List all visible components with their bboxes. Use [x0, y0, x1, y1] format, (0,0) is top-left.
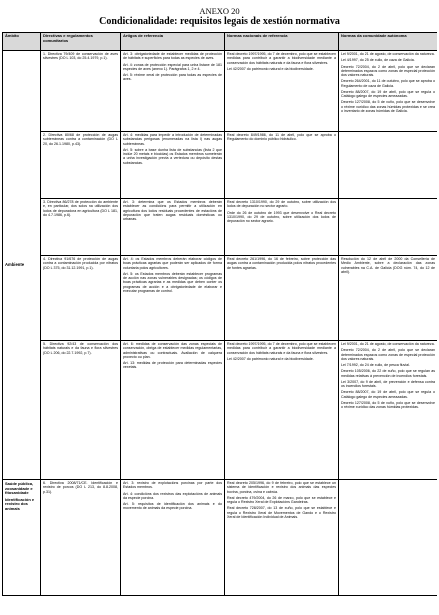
column-header: Âmbito [3, 33, 41, 51]
regional-norms-cell [339, 132, 438, 199]
directive-cell [41, 341, 121, 480]
requirements-table-wrapper [2, 32, 437, 613]
directive-text: 2. Directiva 80/68 de protección de augas subterráneas contra a contaminación (DO L 20, do 26.1.1980, p.43). [43, 133, 118, 146]
article-text: Art. 5: sobre a base dunha lista de substancias (lista 2 que inclúe 20 metais e biocidas) os Estados membros someterán a unha investigación previa a vertedura ou depósito destas substancias. [123, 147, 222, 165]
articles-cell [121, 341, 225, 480]
regional-norm-text: Decreto 88/2007, do 19 de abril, polo que se regula o Catálogo galego de especies ameazadas. [341, 390, 435, 399]
directive-cell [41, 199, 121, 256]
table-row [3, 256, 438, 341]
article-text: Art. 3: obrigatoriedade de establecer medidas de protección de hábitats e superficies para todas as especies de aves. [123, 52, 222, 61]
regional-norm-text: Decreto 105/2006, do 22 de xuño, polo que se regulan as medidas relativas á prevención de incendios forestais. [341, 369, 435, 378]
national-norms-cell [225, 51, 339, 132]
national-norm-text: Real decreto 479/2004, do 26 de marzo, polo que se establece e regula o Rexistro Xeral de Explotacións Gandeiras. [227, 495, 336, 504]
ambito-cell: Ambiente [3, 51, 41, 480]
article-text: Art. 13: medidas de protección para determinadas especies vexetais. [123, 361, 222, 370]
table-row [3, 199, 438, 256]
regional-norm-text: Lei 7/1992, do 24 de xullo, de pesca fluvial. [341, 363, 410, 367]
article-text: Art. 5: requisitos de identificación dos animais e do movemento de animais da especie porcina. [123, 502, 222, 511]
article-text: Art. 3: rexistro de explotacións porcinas por parte dos Estados membros. [123, 481, 222, 490]
regional-norms-cell [339, 480, 438, 596]
articles-cell [121, 480, 225, 596]
directive-text: 5. Directiva 92/43 de conservación dos hábitats naturais e da fauna e flora silvestres (DO L 206, do 22.7.1992, p.7). [43, 342, 118, 355]
article-text: Art. 4: os Estados membros deberán elaborar códigos de boas prácticas agrarias que poderán ser aplicados de forma voluntaria polos agricultores. [123, 257, 222, 270]
national-norm-text: Real decreto 205/1996, do 9 de febreiro, polo que se establece un sistema de identificación e rexistro dos animais das especies bovina, porcina, ovina e cabrúa. [227, 481, 336, 494]
directive-cell [41, 132, 121, 199]
national-norm-text: Real decreto 1997/1995, do 7 de decembro, polo que se establecen medidas para contribuír a garantir a biodiversidade mediante a conservación dos hábitats naturais e da fauna e flora silvestres. [227, 52, 336, 65]
national-norms-cell [225, 480, 339, 596]
column-header: Artigos de referencia [121, 33, 225, 51]
ambito-text: Saúde pública, zoosanidade e fitosanidade [5, 481, 34, 496]
ambito-text: Identificación e rexistro dos animais [5, 496, 35, 511]
regional-norms-cell [339, 51, 438, 132]
national-norm-text: Real decreto 728/2007, do 13 de xuño, polo que se establece e regula o Rexistro Xeral de Movementos de Gando e o Rexistro Xeral de Identificación Individual de Animais. [227, 506, 336, 519]
national-norms-cell [225, 199, 339, 256]
regional-norm-text: Lei 3/2007, do 9 de abril, de prevención e defensa contra os incendios forestais. [341, 379, 435, 388]
regional-norm-text: Decreto 72/2004, do 2 de abril, polo que se declaran determinados espazos como zonas de especial protección dos valores naturais. [341, 348, 435, 361]
column-header: Directivas e regulamentos comunitarios [41, 33, 121, 51]
regional-norms-cell [339, 256, 438, 341]
national-norms-cell [225, 132, 339, 199]
national-norm-text: Real decreto 1997/1995, do 7 de decembro, polo que se establecen medidas para contribuír a garantir a biodiversidade mediante a conservación dos hábitats naturais e da fauna e flora silvestres. [227, 342, 336, 355]
article-text: Art. 4: condicións dos rexistros das explotacións de animais da especie porcina. [123, 491, 222, 500]
regional-norms-cell [339, 341, 438, 480]
table-header-row [3, 33, 438, 51]
regional-norm-text: Decreto 72/2004, do 2 de abril, polo que se declaran determinados espazos como zonas de especial protección dos valores naturais. [341, 64, 435, 77]
table-row [3, 341, 438, 480]
regional-norm-text: Decreto 264/2001, do 11 de outubro, polo que se aproba o Regulamento de caza de Galicia. [341, 79, 435, 88]
table-row [3, 480, 438, 596]
regional-norm-text: Decreto 127/2008, do 5 de xuño, polo que se desenvolve o réxime xurídico das zonas húmidas protexidas e se crea o inventario de zonas húmidas de Galicia. [341, 100, 435, 113]
directive-text: 6. Directiva 2008/71/CE. Identificación e rexistro de porcos (DO L 213, do 8.8.2008, p.31). [43, 481, 118, 494]
national-norm-text: Lei 42/2007 do patrimonio natural e da biodiversidade. [227, 66, 314, 71]
directive-text: 4. Directiva 91/676 de protección de augas contra a contaminación producida por nitratos (DO L 375, do 31.12.1991, p.1). [43, 257, 118, 270]
table-row [3, 51, 438, 132]
national-norm-text: Lei 42/2007 do patrimonio natural e da biodiversidade. [227, 356, 314, 361]
regional-norm-text: Lei 9/2001, do 21 de agosto, de conservación da natureza. [341, 52, 435, 56]
regional-norm-text: Lei 4/1997, do 25 de xullo, de caza de Galicia. [341, 58, 415, 63]
national-norm-text: Real decreto 849/1986, do 11 de abril, polo que se aproba o Regulamento do dominio público hidráulico. [227, 133, 336, 142]
article-text: Art. 5: réxime xeral de protección para todas as especies de aves. [123, 73, 222, 82]
regional-norm-text: Decreto 88/2007, do 19 de abril, polo que se regula o Catálogo galego de especies ameazadas. [341, 89, 435, 98]
articles-cell [121, 199, 225, 256]
column-header: Normas da comunidade autónoma [339, 33, 438, 51]
directive-cell [41, 256, 121, 341]
national-norms-cell [225, 341, 339, 480]
annex-label: ANEXO 20 [199, 6, 240, 16]
table-row [3, 132, 438, 199]
regional-norm-text: Lei 9/2001, do 21 de agosto, de conservación da natureza. [341, 342, 435, 346]
directive-cell [41, 480, 121, 596]
national-norm-text: Real decreto 261/1996, do 16 de febreiro, sobre protección das augas contra a contaminación producida polos nitratos procedentes de fontes agrarias. [227, 257, 336, 270]
regional-norm-text: Resolución do 12 de abril de 2000 da Consellería de Medio Ambiente, sobre a declaración das zonas vulnerables na C.A. de Galicia (DOG núm. 74, do 12 de abril). [341, 257, 435, 274]
article-text: Art. 6: medidas de conservación das zonas especiais de conservación, obriga de establecer medidas regulamentarias, administrativas ou contractuais. Avaliación de calquera proxecto ou plan. [123, 342, 222, 359]
article-text: Art. 4: medidas para impedir a introdución de determinadas substancias perigosas (enumeradas na lista I) nas augas subterráneas. [123, 133, 222, 146]
national-norm-text: Orde do 26 de outubro de 1993 que desenvolve o Real decreto 1310/1990, do 29 de outubro, sobre utilización dos lodos de depuración no sector agrario. [227, 210, 336, 223]
articles-cell [121, 132, 225, 199]
directive-text: 1. Directiva 79/409 de conservación de aves silvestres (DO L 103, do 25.4.1979, p.1). [43, 52, 118, 61]
column-header: Normas nacionais de referencia [225, 33, 339, 51]
national-norms-cell [225, 256, 339, 341]
articles-cell [121, 256, 225, 341]
ambito-cell [3, 480, 41, 596]
regional-norm-text: Decreto 127/2008, do 5 de xuño, polo que se desenvolve o réxime xurídico das zonas húmidas protexidas. [341, 400, 435, 409]
article-text: Art. 5: os Estados membros deberán establecer programas de acción nas zonas vulnerables designadas; os códigos de boas prácticas agrarias e as medidas que deben conter os programas de acción e a obrigatoriedade de elaborar e executar programas de control. [123, 271, 222, 293]
national-norm-text: Real decreto 1310/1990, do 29 de outubro, sobre utilización dos lodos de depuración no sector agrario. [227, 200, 336, 209]
page-title: Condicionalidade: requisitos legais de xestión normativa [99, 16, 340, 27]
article-text: Art. 3: determina que os Estados membros deberán establecer as condicións para permitir a utilización en agricultura dos lodos residuais procedentes de estacións de depuración que traten augas residuais domésticas ou urbanas. [123, 200, 222, 221]
regional-norms-cell [339, 199, 438, 256]
article-text: Art. 4: zonas de protección especial para unha listaxe de 181 especies de aves (anexo 1). Parágrafos 1, 2 e 4. [123, 62, 222, 71]
requirements-table [2, 32, 437, 596]
directive-cell [41, 51, 121, 132]
articles-cell [121, 51, 225, 132]
directive-text: 3. Directiva 86/278 de protección do ambiente e, en particular, dos solos na utilización dos lodos de depuradora en agricultura (DO L 181, do 4.7.1986, p.6). [43, 200, 118, 217]
